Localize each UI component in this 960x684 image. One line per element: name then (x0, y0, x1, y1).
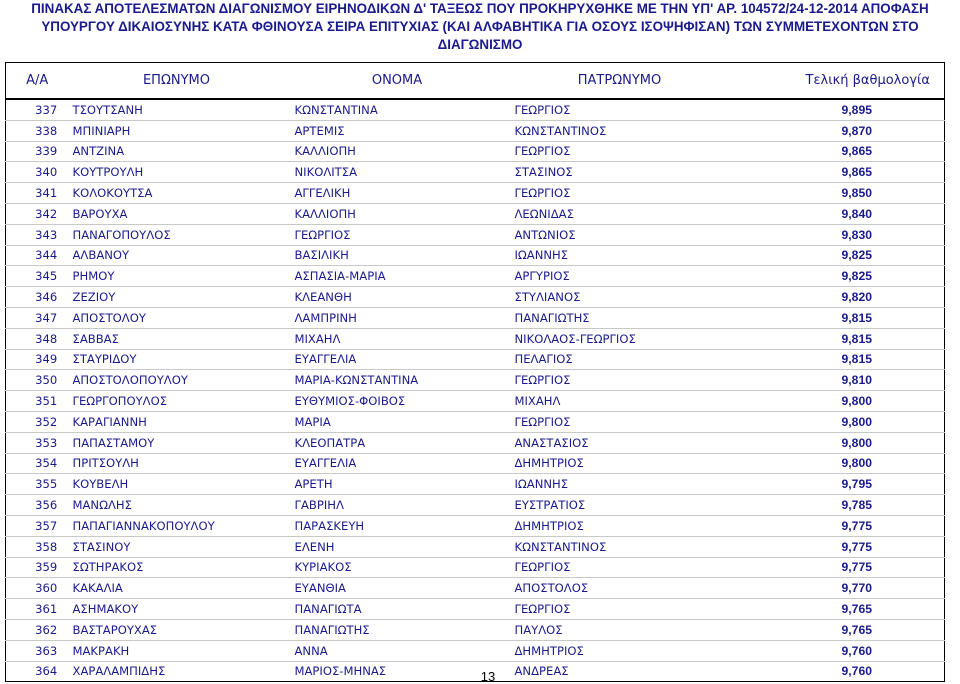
cell-num: 364 (6, 661, 69, 682)
table-row (6, 328, 945, 349)
cell-patronymic: ΔΗΜΗΤΡΙΟΣ (510, 453, 730, 474)
table-row (6, 266, 945, 287)
cell-score: 9,815 (730, 349, 945, 370)
cell-surname: ΠΑΠΑΓΙΑΝΝΑΚΟΠΟΥΛΟΥ (69, 515, 285, 536)
cell-patronymic: ΕΥΣΤΡΑΤΙΟΣ (510, 495, 730, 516)
table-row (6, 349, 945, 370)
cell-name: ΑΡΕΤΗ (285, 474, 510, 495)
table-row (6, 515, 945, 536)
table-header (6, 63, 945, 100)
cell-score: 9,895 (730, 99, 945, 120)
cell-num: 362 (6, 619, 69, 640)
cell-num: 345 (6, 266, 69, 287)
header-line-1: ΠΙΝΑΚΑΣ ΑΠΟΤΕΛΕΣΜΑΤΩΝ ΔΙΑΓΩΝΙΣΜΟΥ ΕΙΡΗΝΟΔΙΚΩΝ Δ' ΤΑΞΕΩΣ ΠΟΥ ΠΡΟΚΗΡΥΧΘΗΚΕ ΜΕ ΤΗΝ ΥΠ' ΑΡ. 104572/24-12-2014 ΑΠΟΦΑΣΗ (31, 1, 929, 16)
cell-name: ΚΩΝΣΤΑΝΤΙΝΑ (285, 99, 510, 120)
cell-score: 9,825 (730, 245, 945, 266)
cell-score: 9,760 (730, 661, 945, 682)
table-row (6, 120, 945, 141)
cell-patronymic: ΑΝΑΣΤΑΣΙΟΣ (510, 432, 730, 453)
cell-num: 354 (6, 453, 69, 474)
cell-score: 9,760 (730, 640, 945, 661)
cell-patronymic: ΙΩΑΝΝΗΣ (510, 474, 730, 495)
cell-surname: ΣΩΤΗΡΑΚΟΣ (69, 557, 285, 578)
cell-name: ΚΥΡΙΑΚΟΣ (285, 557, 510, 578)
cell-patronymic: ΠΑΝΑΓΙΩΤΗΣ (510, 307, 730, 328)
table-row (6, 203, 945, 224)
cell-name: ΕΥΑΝΘΙΑ (285, 578, 510, 599)
cell-patronymic: ΓΕΩΡΓΙΟΣ (510, 557, 730, 578)
cell-num: 353 (6, 432, 69, 453)
column-header-name: ΟΝΟΜΑ (285, 63, 510, 100)
cell-surname: ΚΑΚΑΛΙΑ (69, 578, 285, 599)
cell-surname: ΤΣΟΥΤΣΑΝΗ (69, 99, 285, 120)
cell-score: 9,800 (730, 432, 945, 453)
cell-name: ΚΛΕΑΝΘΗ (285, 287, 510, 308)
cell-name: ΜΙΧΑΗΛ (285, 328, 510, 349)
cell-patronymic: ΠΕΛΑΓΙΟΣ (510, 349, 730, 370)
cell-surname: ΖΕΖΙΟΥ (69, 287, 285, 308)
cell-name: ΓΕΩΡΓΙΟΣ (285, 224, 510, 245)
cell-name: ΕΥΑΓΓΕΛΙΑ (285, 349, 510, 370)
cell-surname: ΣΤΑΣΙΝΟΥ (69, 536, 285, 557)
cell-surname: ΑΠΟΣΤΟΛΟΠΟΥΛΟΥ (69, 370, 285, 391)
column-header-surname: ΕΠΩΝΥΜΟ (69, 63, 285, 100)
cell-name: ΕΥΑΓΓΕΛΙΑ (285, 453, 510, 474)
cell-patronymic: ΓΕΩΡΓΙΟΣ (510, 183, 730, 204)
cell-num: 346 (6, 287, 69, 308)
cell-num: 351 (6, 391, 69, 412)
table-row (6, 99, 945, 120)
column-header-num: Α/Α (6, 63, 69, 100)
cell-patronymic: ΣΤΑΣΙΝΟΣ (510, 162, 730, 183)
cell-name: ΜΑΡΙΑ-ΚΩΝΣΤΑΝΤΙΝΑ (285, 370, 510, 391)
cell-num: 363 (6, 640, 69, 661)
cell-surname: ΠΑΝΑΓΟΠΟΥΛΟΣ (69, 224, 285, 245)
cell-num: 360 (6, 578, 69, 599)
cell-name: ΚΑΛΛΙΟΠΗ (285, 141, 510, 162)
table-row (6, 224, 945, 245)
cell-score: 9,775 (730, 515, 945, 536)
cell-surname: ΑΝΤΖΙΝΑ (69, 141, 285, 162)
cell-patronymic: ΣΤΥΛΙΑΝΟΣ (510, 287, 730, 308)
cell-surname: ΑΣΗΜΑΚΟΥ (69, 599, 285, 620)
cell-surname: ΠΡΙΤΣΟΥΛΗ (69, 453, 285, 474)
cell-patronymic: ΛΕΩΝΙΔΑΣ (510, 203, 730, 224)
cell-surname: ΣΑΒΒΑΣ (69, 328, 285, 349)
table-row (6, 141, 945, 162)
cell-name: ΒΑΣΙΛΙΚΗ (285, 245, 510, 266)
table-header-row (6, 63, 945, 100)
cell-patronymic: ΓΕΩΡΓΙΟΣ (510, 370, 730, 391)
cell-surname: ΜΑΝΩΛΗΣ (69, 495, 285, 516)
cell-name: ΑΣΠΑΣΙΑ-ΜΑΡΙΑ (285, 266, 510, 287)
cell-patronymic: ΝΙΚΟΛΑΟΣ-ΓΕΩΡΓΙΟΣ (510, 328, 730, 349)
column-header-score: Τελική βαθμολογία (730, 63, 945, 100)
column-header-patronymic: ΠΑΤΡΩΝΥΜΟ (510, 63, 730, 100)
cell-patronymic: ΔΗΜΗΤΡΙΟΣ (510, 515, 730, 536)
cell-surname: ΒΑΣΤΑΡΟΥΧΑΣ (69, 619, 285, 640)
cell-score: 9,865 (730, 162, 945, 183)
cell-patronymic: ΑΠΟΣΤΟΛΟΣ (510, 578, 730, 599)
cell-name: ΓΑΒΡΙΗΛ (285, 495, 510, 516)
cell-name: ΝΙΚΟΛΙΤΣΑ (285, 162, 510, 183)
table-row (6, 370, 945, 391)
header-line-2: ΥΠΟΥΡΓΟΥ ΔΙΚΑΙΟΣΥΝΗΣ ΚΑΤΑ ΦΘΙΝΟΥΣΑ ΣΕΙΡΑ ΕΠΙΤΥΧΙΑΣ (ΚΑΙ ΑΛΦΑΒΗΤΙΚΑ ΓΙΑ ΟΣΟΥΣ ΙΣΟΨΗΦΙΣΑΝ) ΤΩΝ ΣΥΜΜΕΤΕΧΟΝΤΩΝ ΣΤΟ (41, 19, 919, 34)
cell-surname: ΚΟΥΒΕΛΗ (69, 474, 285, 495)
cell-patronymic: ΓΕΩΡΓΙΟΣ (510, 141, 730, 162)
cell-score: 9,800 (730, 453, 945, 474)
cell-surname: ΑΛΒΑΝΟΥ (69, 245, 285, 266)
cell-num: 343 (6, 224, 69, 245)
table-row (6, 432, 945, 453)
header-line-3: ΔΙΑΓΩΝΙΣΜΟ (437, 37, 523, 52)
cell-patronymic: ΓΕΩΡΓΙΟΣ (510, 99, 730, 120)
table-row (6, 557, 945, 578)
table-row (6, 391, 945, 412)
cell-num: 339 (6, 141, 69, 162)
table-row (6, 474, 945, 495)
cell-patronymic: ΜΙΧΑΗΛ (510, 391, 730, 412)
cell-num: 349 (6, 349, 69, 370)
cell-score: 9,830 (730, 224, 945, 245)
cell-patronymic: ΔΗΜΗΤΡΙΟΣ (510, 640, 730, 661)
cell-num: 342 (6, 203, 69, 224)
cell-surname: ΚΑΡΑΓΙΑΝΝΗ (69, 411, 285, 432)
cell-score: 9,850 (730, 183, 945, 204)
cell-name: ΜΑΡΙΟΣ-ΜΗΝΑΣ (285, 661, 510, 682)
table-row (6, 495, 945, 516)
cell-score: 9,800 (730, 391, 945, 412)
cell-score: 9,825 (730, 266, 945, 287)
cell-score: 9,870 (730, 120, 945, 141)
table-row (6, 162, 945, 183)
cell-num: 347 (6, 307, 69, 328)
cell-score: 9,800 (730, 411, 945, 432)
cell-num: 356 (6, 495, 69, 516)
cell-name: ΑΡΤΕΜΙΣ (285, 120, 510, 141)
table-row (6, 287, 945, 308)
cell-patronymic: ΚΩΝΣΤΑΝΤΙΝΟΣ (510, 536, 730, 557)
table-row (6, 411, 945, 432)
cell-name: ΠΑΡΑΣΚΕΥΗ (285, 515, 510, 536)
cell-name: ΑΓΓΕΛΙΚΗ (285, 183, 510, 204)
cell-surname: ΡΗΜΟΥ (69, 266, 285, 287)
table-row (6, 619, 945, 640)
cell-surname: ΜΑΚΡΑΚΗ (69, 640, 285, 661)
cell-name: ΚΛΕΟΠΑΤΡΑ (285, 432, 510, 453)
cell-surname: ΒΑΡΟΥΧΑ (69, 203, 285, 224)
cell-surname: ΣΤΑΥΡΙΔΟΥ (69, 349, 285, 370)
table-row (6, 578, 945, 599)
cell-patronymic: ΠΑΥΛΟΣ (510, 619, 730, 640)
cell-num: 348 (6, 328, 69, 349)
table-row (6, 536, 945, 557)
table-row (6, 245, 945, 266)
cell-surname: ΚΟΛΟΚΟΥΤΣΑ (69, 183, 285, 204)
cell-name: ΕΥΘΥΜΙΟΣ-ΦΟΙΒΟΣ (285, 391, 510, 412)
results-table (5, 62, 945, 682)
cell-patronymic: ΓΕΩΡΓΙΟΣ (510, 599, 730, 620)
cell-num: 361 (6, 599, 69, 620)
cell-name: ΠΑΝΑΓΙΩΤΑ (285, 599, 510, 620)
cell-score: 9,775 (730, 536, 945, 557)
table-row (6, 453, 945, 474)
cell-patronymic: ΑΝΤΩΝΙΟΣ (510, 224, 730, 245)
page-header (0, 0, 960, 54)
cell-name: ΕΛΕΝΗ (285, 536, 510, 557)
cell-num: 344 (6, 245, 69, 266)
table-row (6, 640, 945, 661)
cell-patronymic: ΙΩΑΝΝΗΣ (510, 245, 730, 266)
cell-score: 9,785 (730, 495, 945, 516)
cell-score: 9,795 (730, 474, 945, 495)
cell-name: ΠΑΝΑΓΙΩΤΗΣ (285, 619, 510, 640)
cell-score: 9,765 (730, 619, 945, 640)
cell-score: 9,775 (730, 557, 945, 578)
cell-name: ΚΑΛΛΙΟΠΗ (285, 203, 510, 224)
cell-surname: ΠΑΠΑΣΤΑΜΟΥ (69, 432, 285, 453)
cell-surname: ΧΑΡΑΛΑΜΠΙΔΗΣ (69, 661, 285, 682)
cell-num: 340 (6, 162, 69, 183)
cell-score: 9,765 (730, 599, 945, 620)
cell-score: 9,815 (730, 328, 945, 349)
cell-score: 9,865 (730, 141, 945, 162)
cell-surname: ΜΠΙΝΙΑΡΗ (69, 120, 285, 141)
page-number: 13 (480, 669, 496, 684)
cell-patronymic: ΑΝΔΡΕΑΣ (510, 661, 730, 682)
cell-surname: ΑΠΟΣΤΟΛΟΥ (69, 307, 285, 328)
cell-patronymic: ΚΩΝΣΤΑΝΤΙΝΟΣ (510, 120, 730, 141)
table-row (6, 599, 945, 620)
cell-score: 9,820 (730, 287, 945, 308)
table-body (6, 99, 945, 682)
cell-patronymic: ΑΡΓΥΡΙΟΣ (510, 266, 730, 287)
cell-score: 9,840 (730, 203, 945, 224)
cell-num: 341 (6, 183, 69, 204)
cell-score: 9,810 (730, 370, 945, 391)
table-row (6, 307, 945, 328)
cell-num: 338 (6, 120, 69, 141)
cell-name: ΛΑΜΠΡΙΝΗ (285, 307, 510, 328)
cell-num: 337 (6, 99, 69, 120)
cell-surname: ΓΕΩΡΓΟΠΟΥΛΟΣ (69, 391, 285, 412)
cell-num: 359 (6, 557, 69, 578)
cell-patronymic: ΓΕΩΡΓΙΟΣ (510, 411, 730, 432)
cell-score: 9,770 (730, 578, 945, 599)
cell-num: 350 (6, 370, 69, 391)
table-row (6, 183, 945, 204)
cell-surname: ΚΟΥΤΡΟΥΛΗ (69, 162, 285, 183)
cell-score: 9,815 (730, 307, 945, 328)
cell-name: ΜΑΡΙΑ (285, 411, 510, 432)
cell-num: 352 (6, 411, 69, 432)
cell-num: 358 (6, 536, 69, 557)
cell-name: ΑΝΝΑ (285, 640, 510, 661)
cell-num: 355 (6, 474, 69, 495)
cell-num: 357 (6, 515, 69, 536)
